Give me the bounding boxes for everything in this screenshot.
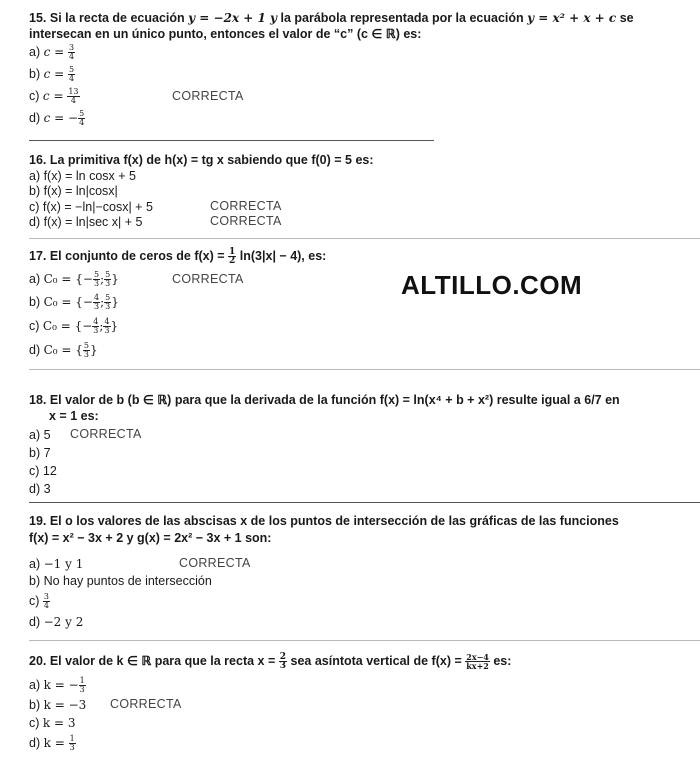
q19-option-b: b) No hay puntos de intersección (29, 574, 212, 588)
q20-option-b: b) k = −3 (29, 698, 87, 712)
q19-option-a: a) −1 y 1 (29, 557, 84, 571)
q15-option-d: d) c = − $\frac{5}{4}$ (29, 109, 85, 128)
q18-option-d: d) 3 (29, 482, 51, 496)
q19-option-c: c) $\frac{3}{4}$ (29, 592, 49, 611)
q16-stem: 16. La primitiva f(x) de h(x) = tg x sabiendo que f(0) = 5 es: (29, 153, 374, 167)
divider (29, 238, 700, 239)
q15-stem-line2: intersecan en un único punto, entonces el valor de “c” (c ∈ ℝ) es: (29, 27, 422, 41)
q16-option-a: a) f(x) = ln cosx + 5 (29, 169, 136, 183)
divider (29, 640, 700, 641)
q20-option-c: c) k = 3 (29, 716, 76, 730)
q15-stem-end: se (619, 11, 634, 25)
q18-stem-line1: 18. El valor de b (b ∈ ℝ) para que la derivada de la función f(x) = ln(x⁴ + b + x²) resulte igual a 6/7 en (29, 393, 620, 407)
q19-stem-line2: f(x) = x² − 3x + 2 y g(x) = 2x² − 3x + 1 son: (29, 531, 272, 545)
q15-option-c: c) c = $\frac{13}{4}$ (29, 87, 79, 106)
q18-option-a: a) 5 (29, 428, 51, 442)
divider (29, 369, 700, 370)
q19-stem-line1: 19. El o los valores de las abscisas x de los puntos de intersección de las gráficas de las funciones (29, 514, 619, 528)
q17-stem: 17. El conjunto de ceros de f(x) = $\frac{1}{2}$ ln(3|x| − 4), es: (29, 247, 327, 267)
q17-option-b: b) C₀ = {− $\frac{4}{3}$ ; $\frac{5}{3}$ } (29, 293, 119, 312)
q20-stem: 20. El valor de k ∈ ℝ para que la recta x = $\frac{2}{3}$ sea asíntota vertical de f(x) = $\frac{2x-4}{kx+2}$ es: (29, 652, 512, 672)
q17-correct-mark: CORRECTA (172, 272, 244, 286)
brand-watermark: ALTILLO.COM (401, 270, 583, 300)
q20-option-a: a) k = − $\frac{1}{3}$ (29, 676, 85, 695)
q17-option-d: d) C₀ = { $\frac{5}{3}$ } (29, 341, 98, 360)
q15-equation-line: y = −2x + 1 y (188, 11, 278, 25)
q18-stem-line2: x = 1 es: (49, 409, 99, 423)
q18-correct-mark: CORRECTA (70, 427, 142, 441)
divider (29, 140, 434, 141)
q19-option-d: d) −2 y 2 (29, 615, 84, 629)
q15-option-b: b) c = $\frac{5}{4}$ (29, 65, 75, 84)
q16-option-c: c) f(x) = −ln|−cosx| + 5 (29, 200, 153, 214)
q17-option-a: a) C₀ = {− $\frac{5}{3}$ ; $\frac{5}{3}$ } (29, 270, 119, 289)
q15-correct-mark: CORRECTA (172, 89, 244, 103)
q16-correct-mark-c: CORRECTA (210, 199, 282, 213)
q18-option-c: c) 12 (29, 464, 57, 478)
q16-correct-mark-d: CORRECTA (210, 214, 282, 228)
divider (29, 502, 700, 503)
q16-option-d: d) f(x) = ln|sec x| + 5 (29, 215, 143, 229)
q17-option-c: c) C₀ = {− $\frac{4}{3}$ ; $\frac{4}{3}$ } (29, 317, 119, 336)
q15-option-a: a) c = $\frac{3}{4}$ (29, 43, 75, 62)
q15-stem-mid: la parábola representada por la ecuación (280, 11, 524, 25)
q18-option-b: b) 7 (29, 446, 51, 460)
q15-stem-text: Si la recta de ecuación (49, 11, 185, 25)
q15-equation-parabola: y = x² + x + c (527, 11, 617, 25)
q19-correct-mark: CORRECTA (179, 556, 251, 570)
q20-option-d: d) k = $\frac{1}{3}$ (29, 734, 75, 753)
q15-number: 15. (29, 11, 47, 25)
q20-correct-mark: CORRECTA (110, 697, 182, 711)
q16-option-b: b) f(x) = ln|cosx| (29, 184, 118, 198)
